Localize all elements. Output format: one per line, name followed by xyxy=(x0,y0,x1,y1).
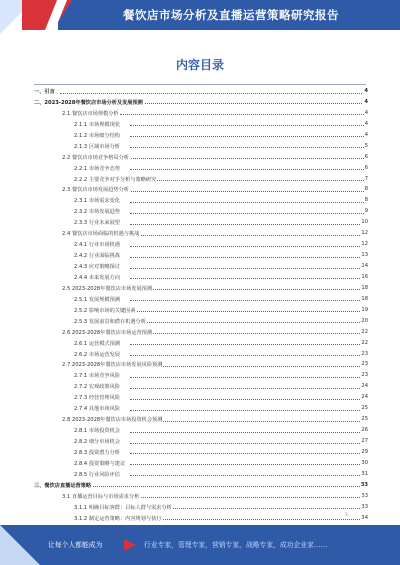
toc-entry-page: 12 xyxy=(361,230,368,237)
toc-leader-dots xyxy=(130,268,364,269)
toc-entry[interactable] xyxy=(0,163,400,174)
toc-entry-page: 16 xyxy=(361,273,368,280)
toc-leader-dots xyxy=(130,453,364,454)
toc-entry[interactable] xyxy=(0,338,400,349)
toc-entry[interactable] xyxy=(0,294,400,305)
toc-entry-page: 29 xyxy=(361,448,368,455)
toc-entry-label: 2.4.1 行业市场机遇 xyxy=(74,242,120,249)
toc-entry-label: 一、引言 xyxy=(34,89,55,95)
toc-entry-label: 3.1.2 制定运营策略：内容规划与执行 xyxy=(74,515,162,522)
toc-entry-page: 24 xyxy=(361,394,368,401)
toc-entry-page: 7 xyxy=(364,175,368,182)
toc-entry-label: 2.2.2 主要竞争对手分析与策略研究 xyxy=(74,176,157,183)
toc-leader-dots xyxy=(130,443,364,444)
toc-entry[interactable] xyxy=(0,316,400,327)
toc-entry-label: 2.7.1 市场竞争风险 xyxy=(74,373,120,380)
toc-leader-dots xyxy=(120,158,364,159)
toc-entry-label: 2.2.1 市场竞争态势 xyxy=(74,165,120,172)
toc-entry[interactable] xyxy=(0,425,400,436)
toc-entry-page: 6 xyxy=(364,153,368,160)
toc-entry-label: 2.7 2023-2028年餐饮店市场发展风险预测 xyxy=(62,362,163,369)
toc-entry-page: 14 xyxy=(361,263,368,269)
page-number: 3 xyxy=(345,512,348,517)
toc-entry[interactable] xyxy=(0,130,400,141)
toc-entry-label: 三、餐饮店直播运营策略 xyxy=(34,482,92,489)
toc-entry-label: 2.6.2 市场运营发展 xyxy=(74,351,120,358)
toc-leader-dots xyxy=(130,399,364,400)
toc-entry-page: 4 xyxy=(364,88,368,94)
toc-leader-dots xyxy=(120,497,364,498)
toc-leader-dots xyxy=(130,202,364,203)
toc-leader-dots xyxy=(130,169,364,170)
toc-entry-label: 2.6.1 运营模式预测 xyxy=(74,340,120,347)
toc-entry[interactable] xyxy=(0,447,400,458)
toc-entry-page: 4 xyxy=(364,131,368,138)
toc-entry[interactable] xyxy=(0,261,400,272)
toc-leader-dots xyxy=(120,289,364,290)
report-footer xyxy=(0,525,400,565)
toc-leader-dots xyxy=(130,136,364,137)
toc-entry-label: 2.3.1 市场需求变化 xyxy=(74,198,120,205)
toc-entry-label: 3.1.1 明确目标客群：目标人群与需求分析 xyxy=(74,504,172,511)
toc-entry-label: 2.3 餐饮店市场发展趋势分析 xyxy=(62,187,129,194)
toc-entry-page: 33 xyxy=(361,503,368,510)
toc-top-rule xyxy=(34,84,366,85)
toc-entry[interactable] xyxy=(0,327,400,338)
toc-leader-dots xyxy=(120,333,364,334)
toc-leader-dots xyxy=(130,246,364,247)
toc-entry[interactable] xyxy=(0,469,400,480)
toc-entry[interactable] xyxy=(0,502,400,513)
toc-leader-dots xyxy=(130,388,364,389)
toc-entry-label: 2.5.2 影响市场的关键因素 xyxy=(74,307,136,314)
toc-leader-dots xyxy=(130,300,364,301)
toc-heading: 内容目录 xyxy=(175,58,224,72)
toc-leader-dots xyxy=(130,475,364,476)
toc-leader-dots xyxy=(130,311,364,312)
toc-entry[interactable] xyxy=(0,272,400,283)
toc-entry-page: 19 xyxy=(361,306,368,313)
toc-entry[interactable] xyxy=(0,458,400,469)
toc-entry[interactable] xyxy=(0,370,400,381)
toc-leader-dots xyxy=(130,125,364,126)
toc-entry[interactable] xyxy=(0,392,400,403)
toc-entry[interactable] xyxy=(0,119,400,130)
toc-entry-page: 8 xyxy=(364,197,368,204)
toc-entry-page: 18 xyxy=(361,284,368,291)
toc-entry-label: 2.7.2 宏观政策风险 xyxy=(74,384,120,391)
toc-entry-page: 20 xyxy=(361,317,368,324)
toc-entry[interactable] xyxy=(0,97,400,108)
toc-entry-label: 2.8.3 投资潜力分析 xyxy=(74,449,120,456)
toc-entry-label: 2.8.4 投资策略与建议 xyxy=(74,460,126,467)
toc-entry[interactable] xyxy=(0,217,400,228)
toc-leader-dots xyxy=(60,93,364,94)
toc-entry-label: 2.5.3 发展前景和潜在机遇分析 xyxy=(74,318,146,325)
toc-entry-page: 4 xyxy=(364,120,368,127)
toc-entry-page: 30 xyxy=(361,459,368,466)
toc-entry-label: 2.4.4 未来发展方向 xyxy=(74,274,120,281)
toc-entry-label: 2.7.3 经营管理风险 xyxy=(74,395,120,402)
toc-entry[interactable] xyxy=(0,86,400,97)
toc-entry[interactable] xyxy=(0,250,400,261)
toc-entry-label: 2.5 2023-2028年餐饮店市场发展预测 xyxy=(62,285,153,292)
footer-slogan-left: 让每个人都能成为 xyxy=(48,541,103,549)
toc-entry-page: 26 xyxy=(361,427,368,434)
toc-leader-dots xyxy=(130,432,364,433)
toc-leader-dots xyxy=(120,235,364,236)
toc-entry-page: 23 xyxy=(361,361,368,368)
toc-entry-page: 25 xyxy=(361,416,368,423)
toc-entry-label: 2.4 餐饮店市场面临的机遇与挑战 xyxy=(62,231,140,238)
footer-slogan-right: 行业专家，管理专家，营销专家，战略专家，成功企业家…… xyxy=(144,541,328,549)
toc-entry-page: 4 xyxy=(364,109,368,116)
report-header xyxy=(0,0,400,34)
toc-entry-label: 2.6 2023-2028年餐饮店市场运营预测 xyxy=(62,329,153,336)
toc-entry[interactable] xyxy=(0,174,400,185)
toc-entry-label: 2.7.4 其他市场风险 xyxy=(74,406,120,413)
toc-entry[interactable] xyxy=(0,206,400,217)
toc-entry[interactable] xyxy=(0,359,400,370)
toc-leader-dots xyxy=(60,486,364,487)
toc-entry-page: 22 xyxy=(361,339,368,346)
toc-leader-dots xyxy=(130,464,364,465)
toc-entry-label: 2.8.5 行业风险评估 xyxy=(74,471,120,478)
toc-entry-page: 12 xyxy=(361,241,368,248)
toc-entry[interactable] xyxy=(0,195,400,206)
toc-entry-page: 23 xyxy=(361,372,368,379)
toc-entry[interactable] xyxy=(0,152,400,163)
toc-leader-dots xyxy=(130,278,364,279)
toc-entry-page: 24 xyxy=(361,383,368,390)
toc-leader-dots xyxy=(130,322,364,323)
toc-entry[interactable] xyxy=(0,381,400,392)
toc-leader-dots xyxy=(130,410,364,411)
toc-entry-label: 2.2 餐饮店市场竞争格局分析 xyxy=(62,154,129,161)
toc-leader-dots xyxy=(130,257,364,258)
toc-entry-label: 2.1.1 市场规模现状 xyxy=(74,121,120,128)
toc-entry-page: 22 xyxy=(361,328,368,335)
toc-entry[interactable] xyxy=(0,184,400,195)
toc-entry-label: 2.4.2 行业面临挑战 xyxy=(74,253,120,260)
toc-leader-dots xyxy=(130,180,364,181)
toc-entry-page: 13 xyxy=(361,252,368,259)
toc-entry-label: 2.1 餐饮店市场规模分析 xyxy=(62,110,119,117)
toc-entry[interactable] xyxy=(0,349,400,360)
toc-entry[interactable] xyxy=(0,513,400,524)
toc-entry-page: 27 xyxy=(361,438,368,444)
footer-light-triangle xyxy=(0,525,40,565)
toc-entry[interactable] xyxy=(0,305,400,316)
toc-entry-page: 33 xyxy=(360,481,368,488)
toc-leader-dots xyxy=(130,344,364,345)
toc-entry-label: 二、2023-2028年餐饮店市场分析及发展预测 xyxy=(34,99,143,106)
toc-entry-label: 2.3.3 行业未来展望 xyxy=(74,220,120,227)
toc-entry[interactable] xyxy=(0,403,400,414)
toc-leader-dots xyxy=(130,213,364,214)
toc-entry-label: 2.3.2 市场发展趋势 xyxy=(74,209,120,216)
toc-leader-dots xyxy=(130,377,364,378)
toc-entry-page: 6 xyxy=(364,164,368,171)
toc-entry[interactable] xyxy=(0,491,400,502)
toc-entry[interactable] xyxy=(0,480,400,491)
footer-red-arrow-icon xyxy=(124,539,136,551)
toc-entry[interactable] xyxy=(0,414,400,425)
toc-entry-label: 2.8.1 市场投资机会 xyxy=(74,428,120,435)
toc-leader-dots xyxy=(120,114,364,115)
toc-leader-dots xyxy=(130,147,364,148)
toc-entry-label: 2.8.2 细分市场机会 xyxy=(74,439,120,445)
toc-leader-dots xyxy=(130,355,364,356)
toc-entry-label: 2.4.3 应对策略探讨 xyxy=(74,264,120,270)
toc-entry-page: 9 xyxy=(364,208,368,215)
toc-entry-label: 2.8 2023-2028年餐饮店市场投资机会预测 xyxy=(62,417,163,424)
toc-leader-dots xyxy=(130,224,364,225)
toc-entry[interactable] xyxy=(0,283,400,294)
toc-entry-page: 4 xyxy=(364,98,368,105)
toc-entry-label: 2.5.1 发展规模预测 xyxy=(74,296,120,303)
toc-entry[interactable] xyxy=(0,228,400,239)
toc-leader-dots xyxy=(120,191,364,192)
toc-entry-page: 33 xyxy=(361,492,368,499)
toc-entry-page: 8 xyxy=(364,186,368,193)
toc-leader-dots xyxy=(130,519,364,520)
toc-entry[interactable] xyxy=(0,108,400,119)
toc-entry[interactable] xyxy=(0,436,400,447)
toc-entry-page: 23 xyxy=(361,350,368,357)
toc-entry[interactable] xyxy=(0,239,400,250)
toc-entry-label: 3.1 直播运营目标与市场需求分析 xyxy=(62,493,140,500)
table-of-contents xyxy=(0,86,400,524)
toc-entry[interactable] xyxy=(0,141,400,152)
toc-entry-label: 2.1.3 区域市场分析 xyxy=(74,143,120,150)
toc-entry-page: 5 xyxy=(364,142,368,149)
toc-entry-page: 34 xyxy=(361,514,368,521)
report-title: 餐饮店市场分析及直播运营策略研究报告 xyxy=(123,8,339,22)
toc-entry-page: 10 xyxy=(361,219,368,226)
toc-entry-page: 25 xyxy=(361,405,368,412)
toc-entry-page: 18 xyxy=(361,295,368,302)
toc-entry-label: 2.1.2 市场细分结构 xyxy=(74,132,120,139)
toc-entry-page: 31 xyxy=(361,470,368,477)
